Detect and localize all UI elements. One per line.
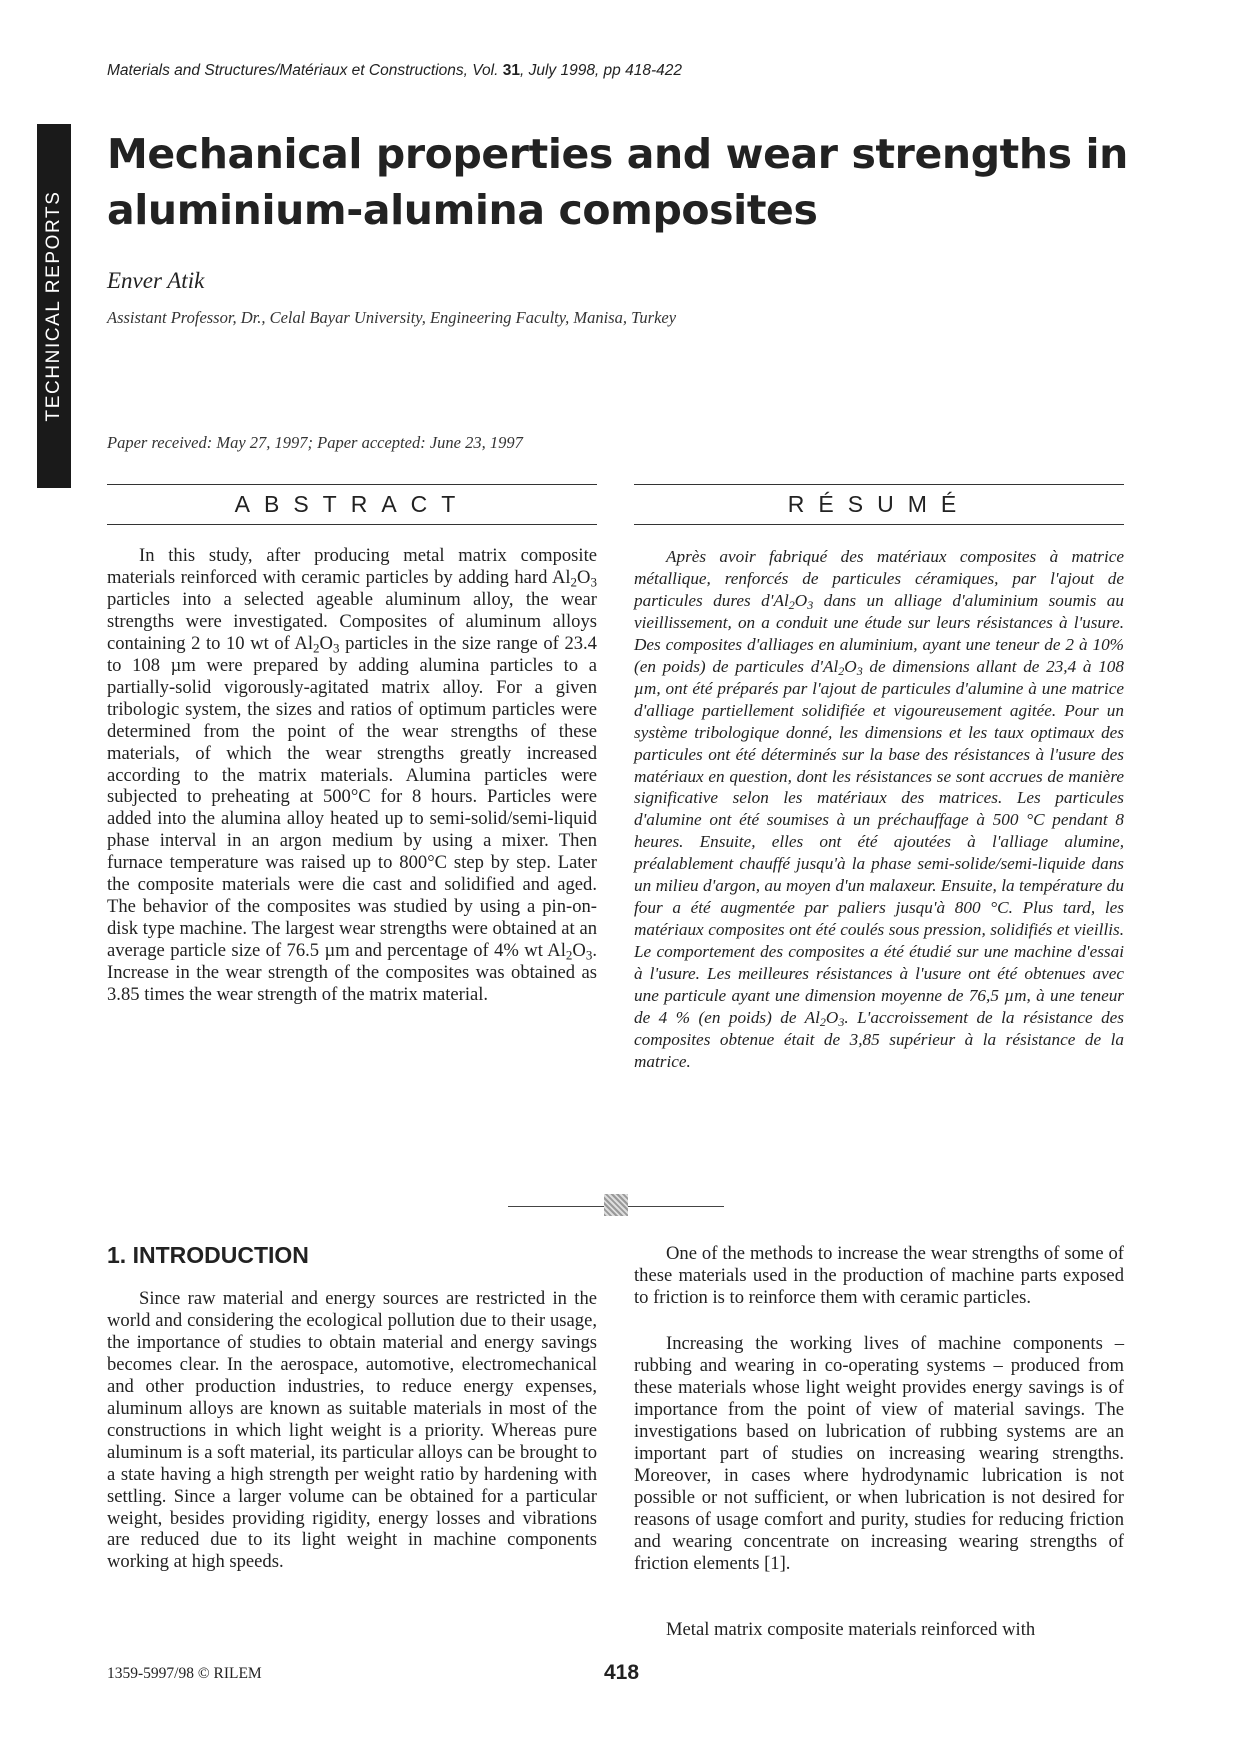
technical-reports-tab (37, 124, 71, 488)
intro-paragraph-4: Metal matrix composite materials reinforced with (666, 1619, 1036, 1640)
author-affiliation: Assistant Professor, Dr., Celal Bayar University, Engineering Faculty, Manisa, Turkey (107, 308, 677, 327)
resume-bottom-rule (634, 524, 1124, 525)
abstract-heading: ABSTRACT (234, 491, 470, 517)
formula-al2o3: $Al_2O_3$ (294, 632, 340, 656)
ornament-icon (604, 1194, 628, 1216)
resume-text: Après avoir fabriqué des matériaux composites à matrice métallique, renforcés de particules céramiques, par l'ajout de particules dures $d'Al_2O_3$ dans un alliage d'aluminium soumis au vieillissement, on a conduit une étude sur leurs résistances à l'usure. Des composites d'alliages en aluminium, ayant une teneur de 2 à 10% (en poids) de particules $d'Al_2O_3$ de dimensions allant de 23,4 à 108 µm, ont été préparés par l'ajout de particules d'alumine à une matrice d'alliage partiellement solidifiée et vigoureusement agitée. Pour un système tribologique donné, les dimensions et les taux optimaux des particules ont été déterminés sur la base des résistances à l'usure des matériaux en question, dont les résistances se sont accrues de manière significative selon les matériaux des matrices. Les particules d'alumine ont été soumises à un préchauffage à 500 °C pendant 8 heures. Ensuite, elles ont été ajoutées à l'alliage alumine, préalablement chauffé jusqu'à la phase semi-solide/semi-liquide dans un milieu d'argon, au moyen d'un malaxeur. Ensuite, la température du four a été augmentée par paliers jusqu'à 800 °C. Plus tard, les matériaux composites ont été coulés sous pression, solidifiés et vieillis. Le comportement des composites a été étudié sur une machine d'essai à l'usure. Les meilleures résistances à l'usure ont été obtenues avec une particule ayant une dimension moyenne de 76,5 µm, à une teneur de 4 % (en poids) de $Al_2O_3$. L'accroissement de la résistance des composites obtenue était de 3,85 supérieur à la résistance de la matrice. (634, 547, 1124, 1071)
introduction-heading: 1. INTRODUCTION (107, 1242, 309, 1268)
abstract-text: In this study, after producing metal matrix composite materials reinforced with ceramic particles by adding hard $Al_2O_3$ particles into a selected ageable aluminum alloy, the wear strengths were investigated. Composites of aluminum alloys containing 2 to 10 wt of $Al_2O_3$ particles in the size range of 23.4 to 108 µm were prepared by adding alumina particles to a partially-solid vigorously-agitated matrix alloy. For a given tribologic system, the sizes and ratios of optimum particles were determined from the point of the wear strengths of these materials, of which the wear strengths greatly increased according to the matrix materials. Alumina particles were subjected to preheating at 500°C for 8 hours. Particles were added into the alumina alloy heated up to semi-solid/semi-liquid phase interval in an argon medium by using a mixer. Then furnace temperature was raised up to 800°C step by step. Later the composite materials were die cast and solidified and aged. The behavior of the composites was studied by using a pin-on-disk type machine. The largest wear strengths were obtained at an average particle size of 76.5 µm and percentage of 4% wt $Al_2O_3$. Increase in the wear strength of the composites was obtained as 3.85 times the wear strength of the matrix material. (107, 545, 597, 1006)
intro-paragraph-3: Increasing the working lives of machine components – rubbing and wearing in co-operating systems – produced from these materials whose light weight provides energy savings is of importance from the point of view of material savings. The investigations based on lubrication of rubbing systems are an important part of studies on increasing wearing strengths. Moreover, in cases where hydrodynamic lubrication is not possible or not sufficient, or when lubrication is not desired for reasons of usage comfort and purity, studies for reducing friction and wearing concentrate on increasing wearing strengths of friction elements [1]. (634, 1333, 1124, 1574)
divider-line-right (628, 1206, 724, 1207)
received-dates: Paper received: May 27, 1997; Paper accepted: June 23, 1997 (107, 433, 523, 452)
formula-al2o3: $Al_2O_3$ (551, 566, 597, 590)
paper-title: Mechanical properties and wear strengths in aluminium-alumina composites (107, 130, 1128, 234)
abstract-top-rule (107, 484, 597, 485)
formula-al2o3: $Al_2O_3$ (804, 1008, 845, 1030)
issn-copyright: 1359-5997/98 © RILEM (107, 1665, 262, 1682)
journal-header: Materials and Structures/Matériaux et Constructions, Vol. 31, July 1998, pp 418-422 (107, 62, 682, 79)
page-number: 418 (604, 1661, 640, 1684)
resume-heading: RÉSUMÉ (787, 491, 971, 517)
intro-paragraph-2: One of the methods to increase the wear strengths of some of these materials used in the production of machine parts exposed to friction is to reinforce them with ceramic particles. (634, 1243, 1124, 1308)
sidebar-label: TECHNICAL REPORTS (43, 190, 64, 422)
intro-paragraph-1: Since raw material and energy sources are restricted in the world and considering the ecological pollution due to their usage, the importance of studies to obtain material and energy savings becomes clear. In the aerospace, automotive, electromechanical and other production industries, to reduce energy expenses, aluminum alloys are known as suitable materials in most of the constructions in which light weight is a priority. Whereas pure aluminum is a soft material, its particular alloys can be brought to a state having a high strength per weight ratio by hardening with settling. Since a larger volume can be obtained for a particular weight, besides providing rigidity, energy losses and vibrations are reduced due to its light weight in machine components working at high speeds. (107, 1288, 597, 1573)
volume-number: 31 (502, 62, 520, 79)
resume-top-rule (634, 484, 1124, 485)
author-name: Enver Atik (107, 268, 205, 293)
formula-al2o3: $Al_2O_3$ (773, 590, 814, 612)
divider-line-left (508, 1206, 604, 1207)
formula-al2o3: $Al_2O_3$ (547, 940, 593, 963)
abstract-bottom-rule (107, 524, 597, 525)
formula-al2o3: $Al_2O_3$ (822, 656, 863, 678)
